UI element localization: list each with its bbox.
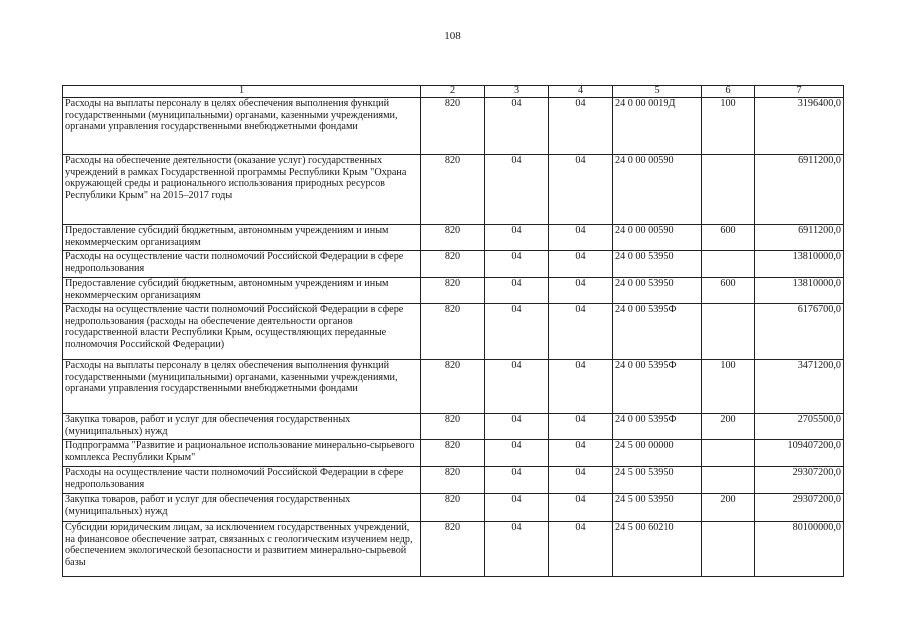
row-expense-type: 100: [702, 360, 755, 414]
table-row: [63, 414, 844, 440]
row-name: Расходы на выплаты персоналу в целях обеспечения выполнения функций государственными (муниципальными) органами, казенными учреждениями, органами управления государственными внебюджетными фондами: [63, 360, 421, 414]
row-section: 04: [485, 440, 549, 467]
row-grbs: 820: [421, 304, 485, 360]
row-subsection: 04: [549, 98, 613, 155]
row-grbs: 820: [421, 467, 485, 494]
header-cell-amount: 7: [755, 86, 844, 98]
row-amount: 3196400,0: [755, 98, 844, 155]
table-row: [63, 440, 844, 467]
row-subsection: 04: [549, 414, 613, 440]
header-cell-grbs: 2: [421, 86, 485, 98]
table-row: [63, 225, 844, 251]
row-target-article: 24 0 00 5395Ф: [613, 360, 702, 414]
row-grbs: 820: [421, 98, 485, 155]
row-target-article: 24 0 00 00590: [613, 155, 702, 225]
row-name: Предоставление субсидий бюджетным, автономным учреждениям и иным некоммерческим организациям: [63, 225, 421, 251]
row-target-article: 24 0 00 00590: [613, 225, 702, 251]
table-row: [63, 494, 844, 522]
row-expense-type: 100: [702, 98, 755, 155]
row-expense-type: [702, 304, 755, 360]
header-cell-target-article: 5: [613, 86, 702, 98]
row-amount: 13810000,0: [755, 278, 844, 304]
row-amount: 6911200,0: [755, 155, 844, 225]
row-expense-type: [702, 467, 755, 494]
row-section: 04: [485, 278, 549, 304]
header-cell-section: 3: [485, 86, 549, 98]
row-subsection: 04: [549, 360, 613, 414]
row-section: 04: [485, 304, 549, 360]
row-name: Подпрограмма "Развитие и рациональное использование минерально-сырьевого комплекса Республики Крым": [63, 440, 421, 467]
row-subsection: 04: [549, 278, 613, 304]
row-section: 04: [485, 494, 549, 522]
table-row: [63, 522, 844, 577]
row-section: 04: [485, 522, 549, 577]
row-name: Закупка товаров, работ и услуг для обеспечения государственных (муниципальных) нужд: [63, 494, 421, 522]
row-section: 04: [485, 155, 549, 225]
row-amount: 6911200,0: [755, 225, 844, 251]
budget-table: [62, 85, 844, 577]
row-grbs: 820: [421, 278, 485, 304]
row-expense-type: 600: [702, 225, 755, 251]
row-name: Расходы на осуществление части полномочий Российской Федерации в сфере недропользования (расходы на обеспечение деятельности органов государственной власти Республики Крым, осуществляющих переданные полномочия Российской Федерации): [63, 304, 421, 360]
row-grbs: 820: [421, 494, 485, 522]
row-section: 04: [485, 467, 549, 494]
row-grbs: 820: [421, 414, 485, 440]
row-target-article: 24 0 00 53950: [613, 278, 702, 304]
row-section: 04: [485, 251, 549, 278]
row-grbs: 820: [421, 440, 485, 467]
row-grbs: 820: [421, 155, 485, 225]
row-expense-type: [702, 155, 755, 225]
row-subsection: 04: [549, 440, 613, 467]
row-subsection: 04: [549, 155, 613, 225]
page-number: 108: [444, 30, 461, 42]
row-section: 04: [485, 98, 549, 155]
row-amount: 80100000,0: [755, 522, 844, 577]
row-amount: 13810000,0: [755, 251, 844, 278]
row-amount: 6176700,0: [755, 304, 844, 360]
row-name: Предоставление субсидий бюджетным, автономным учреждениям и иным некоммерческим организациям: [63, 278, 421, 304]
row-target-article: 24 0 00 0019Д: [613, 98, 702, 155]
row-section: 04: [485, 360, 549, 414]
row-target-article: 24 0 00 5395Ф: [613, 304, 702, 360]
row-name: Субсидии юридическим лицам, за исключением государственных учреждений, на финансовое обеспечение затрат, связанных с геологическим изучением недр, обеспечением экологической безопасности и развитием минерально-сырьевой базы: [63, 522, 421, 577]
row-expense-type: [702, 522, 755, 577]
row-grbs: 820: [421, 522, 485, 577]
row-section: 04: [485, 225, 549, 251]
row-amount: 29307200,0: [755, 494, 844, 522]
row-subsection: 04: [549, 494, 613, 522]
row-name: Расходы на осуществление части полномочий Российской Федерации в сфере недропользования: [63, 251, 421, 278]
row-subsection: 04: [549, 251, 613, 278]
table-row: [63, 304, 844, 360]
table-row: [63, 467, 844, 494]
row-target-article: 24 5 00 53950: [613, 494, 702, 522]
table-row: [63, 155, 844, 225]
row-expense-type: [702, 440, 755, 467]
row-name: Расходы на выплаты персоналу в целях обеспечения выполнения функций государственными (муниципальными) органами, казенными учреждениями, органами управления государственными внебюджетными фондами: [63, 98, 421, 155]
row-amount: 109407200,0: [755, 440, 844, 467]
row-amount: 29307200,0: [755, 467, 844, 494]
row-target-article: 24 5 00 53950: [613, 467, 702, 494]
row-amount: 2705500,0: [755, 414, 844, 440]
row-amount: 3471200,0: [755, 360, 844, 414]
table-row: [63, 98, 844, 155]
row-expense-type: 200: [702, 414, 755, 440]
row-grbs: 820: [421, 360, 485, 414]
table-row: [63, 278, 844, 304]
row-name: Закупка товаров, работ и услуг для обеспечения государственных (муниципальных) нужд: [63, 414, 421, 440]
row-subsection: 04: [549, 522, 613, 577]
header-cell-subsection: 4: [549, 86, 613, 98]
row-expense-type: [702, 251, 755, 278]
row-grbs: 820: [421, 251, 485, 278]
row-expense-type: 600: [702, 278, 755, 304]
header-cell-expense-type: 6: [702, 86, 755, 98]
row-target-article: 24 5 00 60210: [613, 522, 702, 577]
row-grbs: 820: [421, 225, 485, 251]
header-row: [63, 86, 844, 98]
row-expense-type: 200: [702, 494, 755, 522]
row-target-article: 24 0 00 5395Ф: [613, 414, 702, 440]
row-name: Расходы на обеспечение деятельности (оказание услуг) государственных учреждений в рамках Государственной программы Республики Крым "Охрана окружающей среды и рационального использования природных ресурсов Республики Крым" на 2015–2017 годы: [63, 155, 421, 225]
row-name: Расходы на осуществление части полномочий Российской Федерации в сфере недропользования: [63, 467, 421, 494]
row-subsection: 04: [549, 467, 613, 494]
table-row: [63, 251, 844, 278]
row-target-article: 24 5 00 00000: [613, 440, 702, 467]
row-subsection: 04: [549, 225, 613, 251]
header-cell-name: 1: [63, 86, 421, 98]
row-target-article: 24 0 00 53950: [613, 251, 702, 278]
row-section: 04: [485, 414, 549, 440]
table-row: [63, 360, 844, 414]
row-subsection: 04: [549, 304, 613, 360]
